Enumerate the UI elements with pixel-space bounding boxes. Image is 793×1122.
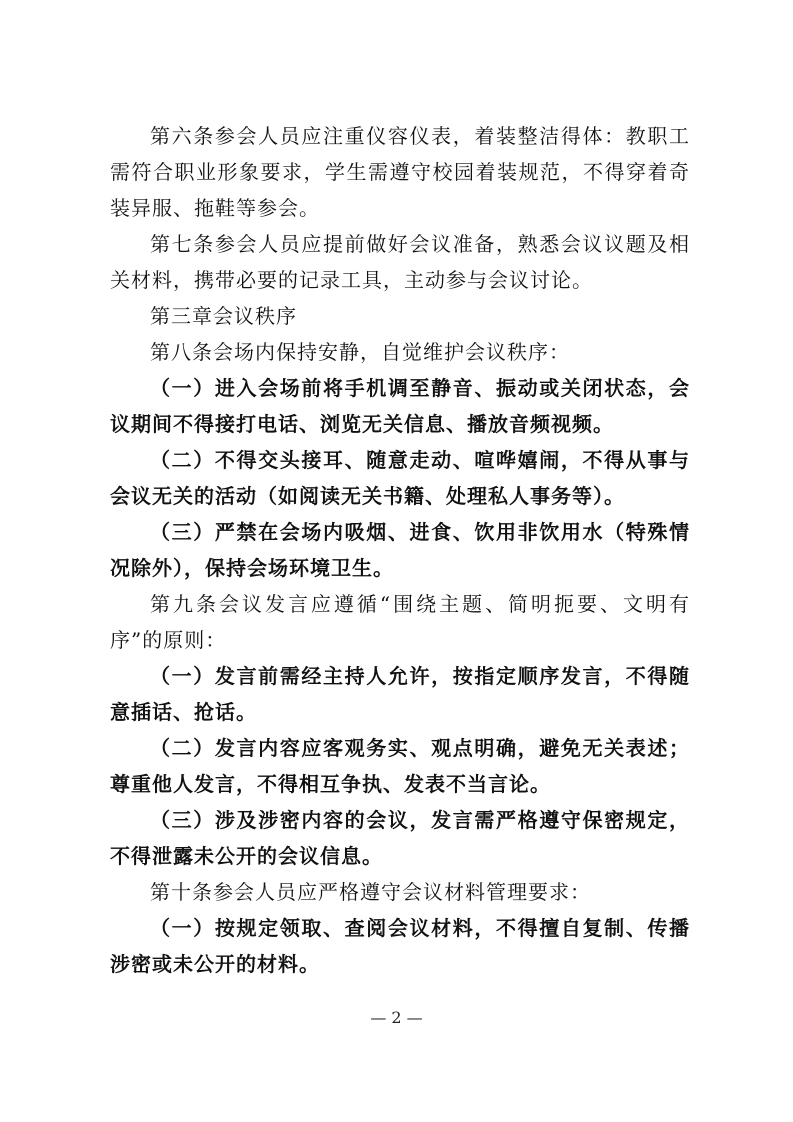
paragraph-article-9: 第九条会议发言应遵循“围绕主题、简明扼要、文明有序”的原则： [110,592,690,652]
paragraph-article-7: 第七条参会人员应提前做好会议准备，熟悉会议议题及相关材料，携带必要的记录工具，主动参与会议讨论。 [110,232,690,292]
paragraph-article-8-item-3: （三）严禁在会场内吸烟、进食、饮用非饮用水（特殊情况除外），保持会场环境卫生。 [110,520,690,580]
paragraph-article-9-item-2: （二）发言内容应客观务实、观点明确，避免无关表述；尊重他人发言，不得相互争执、发表不当言论。 [110,736,690,796]
paragraph-article-6: 第六条参会人员应注重仪容仪表，着装整洁得体：教职工需符合职业形象要求，学生需遵守校园着装规范，不得穿着奇装异服、拖鞋等参会。 [110,124,690,220]
chapter-heading: 第三章会议秩序 [150,304,297,328]
paragraph-article-10: 第十条参会人员应严格遵守会议材料管理要求： [150,880,591,904]
paragraph-article-9-item-3: （三）涉及涉密内容的会议，发言需严格遵守保密规定，不得泄露未公开的会议信息。 [110,808,690,868]
page-number: — 2 — [370,1008,423,1027]
paragraph-article-8-item-1: （一）进入会场前将手机调至静音、振动或关闭状态，会议期间不得接打电话、浏览无关信息、播放音频视频。 [110,376,690,436]
paragraph-article-8-item-2: （二）不得交头接耳、随意走动、喧哗嬉闹，不得从事与会议无关的活动（如阅读无关书籍、处理私人事务等）。 [110,448,690,508]
paragraph-article-8: 第八条会场内保持安静，自觉维护会议秩序： [150,340,570,364]
paragraph-article-9-item-1: （一）发言前需经主持人允许，按指定顺序发言，不得随意插话、抢话。 [110,664,690,724]
document-body [110,118,690,982]
paragraph-article-10-item-1: （一）按规定领取、查阅会议材料，不得擅自复制、传播涉密或未公开的材料。 [110,916,690,976]
